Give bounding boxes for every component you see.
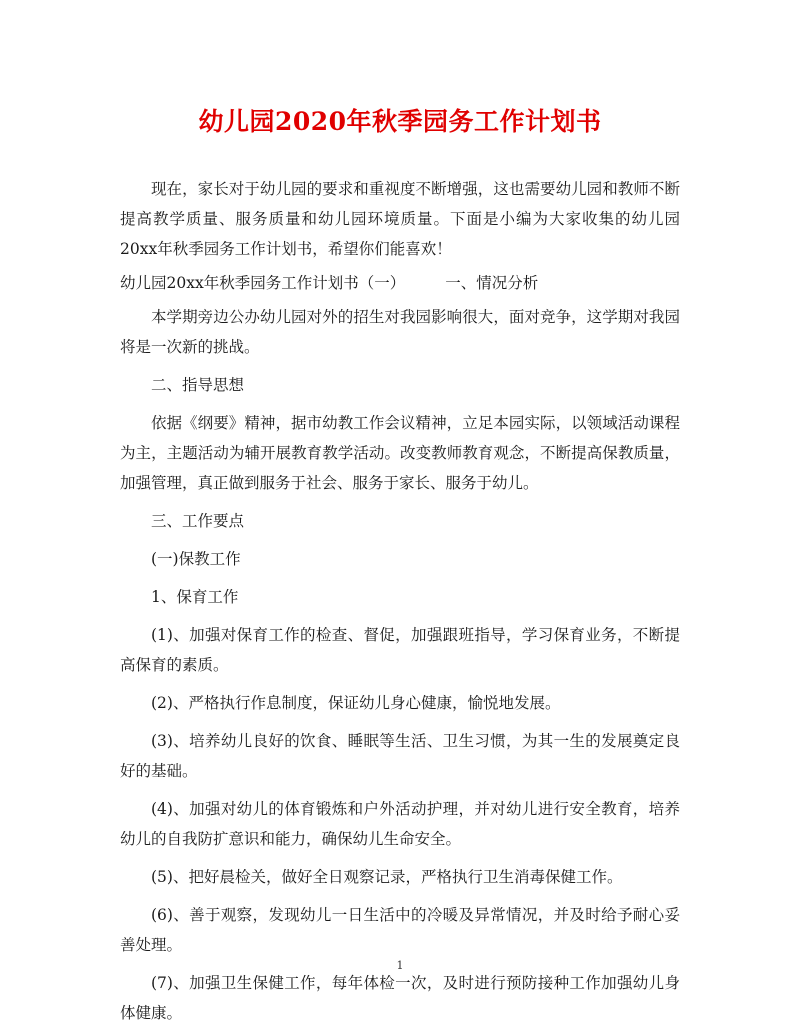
page-number: 1 (396, 959, 404, 972)
list-item: (4)、加强对幼儿的体育锻炼和户外活动护理，并对幼儿进行安全教育，培养幼儿的自我防扩意识和能力，确保幼儿生命安全。 (120, 800, 680, 848)
list-item: (3)、培养幼儿良好的饮食、睡眠等生活、卫生习惯，为其一生的发展奠定良好的基础。 (120, 732, 680, 780)
work-points-heading: 三、工作要点 (151, 512, 245, 530)
list-item: (5)、把好晨检关，做好全日观察记录，严格执行卫生消毒保健工作。 (151, 868, 623, 886)
intro-paragraph: 现在，家长对于幼儿园的要求和重视度不断增强，这也需要幼儿园和教师不断提高教学质量、服务质量和幼儿园环境质量。下面是小编为大家收集的幼儿园20xx年秋季园务工作计划书，希望你们能喜欢！ (120, 180, 680, 258)
situation-analysis-heading: 一、情况分析 (445, 274, 539, 292)
list-item: (6)、善于观察，发现幼儿一日生活中的冷暖及异常情况，并及时给予耐心妥善处理。 (120, 906, 680, 954)
guiding-ideology-heading: 二、指导思想 (151, 376, 245, 394)
nursing-work-heading: 1、保育工作 (151, 588, 239, 606)
care-education-heading: (一)保教工作 (151, 550, 241, 568)
list-item: (2)、严格执行作息制度，保证幼儿身心健康，愉悦地发展。 (151, 694, 561, 712)
guiding-ideology-paragraph: 依据《纲要》精神，据市幼教工作会议精神，立足本园实际，以领域活动课程为主，主题活动为辅开展教育教学活动。改变教师教育观念，不断提高保教质量，加强管理，真正做到服务于社会、服务于家长、服务于幼儿。 (120, 414, 680, 492)
document-body (120, 174, 680, 1028)
plan-heading: 幼儿园20xx年秋季园务工作计划书（一） (120, 274, 406, 292)
list-item: (1)、加强对保育工作的检查、督促，加强跟班指导，学习保育业务，不断提高保育的素质。 (120, 626, 680, 674)
section-heading-line (120, 268, 680, 298)
list-item: (7)、加强卫生保健工作，每年体检一次，及时进行预防接种工作加强幼儿身体健康。 (120, 974, 680, 1022)
document-title: 幼儿园2020年秋季园务工作计划书 (198, 107, 602, 136)
situation-analysis-paragraph: 本学期旁边公办幼儿园对外的招生对我园影响很大，面对竞争，这学期对我园将是一次新的挑战。 (120, 308, 680, 356)
